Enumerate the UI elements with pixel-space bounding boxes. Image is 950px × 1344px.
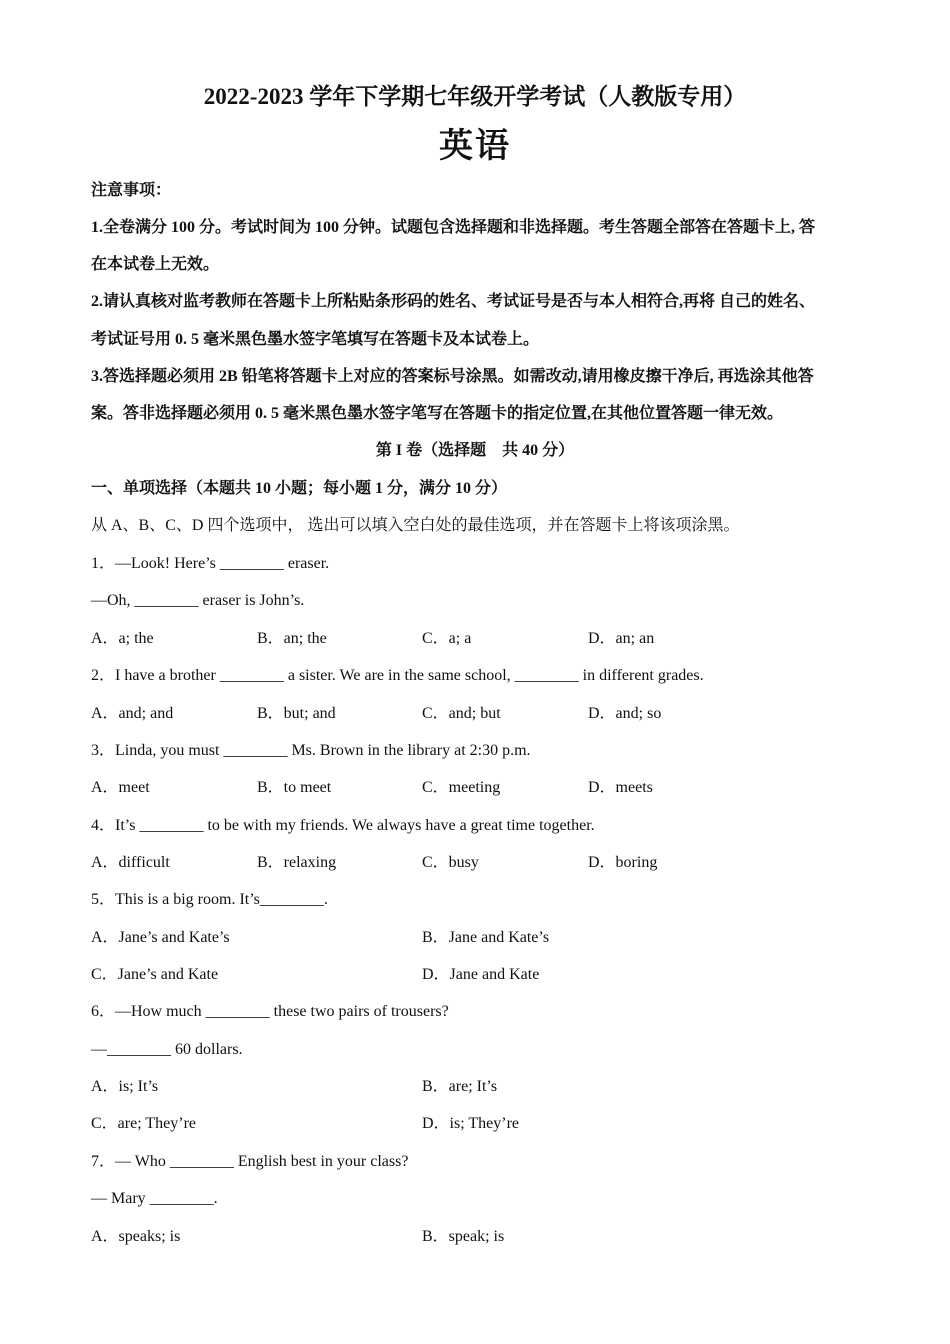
option-a: A．meet [91, 779, 150, 796]
option-d: D．Jane and Kate [422, 966, 540, 983]
section-heading: 一、单项选择（本题共 10 小题；每小题 1 分，满分 10 分） [91, 480, 508, 497]
question-stem: 4．It’s ________ to be with my friends. We always have a great time together. [91, 817, 595, 834]
notice-heading: 注意事项： [91, 182, 172, 199]
question-stem: 6．—How much ________ these two pairs of trousers? [91, 1003, 449, 1020]
option-c: C．busy [422, 854, 479, 871]
question-stem: 2．I have a brother ________ a sister. We are in the same school, ________ in different grades. [91, 667, 704, 684]
question-stem: — Mary ________. [91, 1190, 218, 1207]
exam-title: 2022-2023 学年下学期七年级开学考试（人教版专用） [203, 84, 747, 109]
option-b: B．speak; is [422, 1228, 505, 1245]
option-d: D．meets [588, 779, 653, 796]
question-stem: 7．— Who ________ English best in your class? [91, 1153, 409, 1170]
option-b: B．but; and [257, 705, 336, 722]
option-a: A．is; It’s [91, 1078, 159, 1095]
option-c: C．a; a [422, 630, 472, 647]
option-c: C．and; but [422, 705, 501, 722]
option-c: C．Jane’s and Kate [91, 966, 219, 983]
question-stem: 3．Linda, you must ________ Ms. Brown in the library at 2:30 p.m. [91, 742, 531, 759]
option-c: C．are; They’re [91, 1115, 196, 1132]
notice-line: 1.全卷满分 100 分。考试时间为 100 分钟。试题包含选择题和非选择题。考生答题全部答在答题卡上, 答 [91, 219, 816, 236]
notice-line: 案。答非选择题必须用 0. 5 毫米黑色墨水签字笔写在答题卡的指定位置,在其他位置答题一律无效。 [91, 405, 784, 422]
option-b: B．are; It’s [422, 1078, 498, 1095]
option-d: D．an; an [588, 630, 655, 647]
notice-line: 考试证号用 0. 5 毫米黑色墨水签字笔填写在答题卡及本试卷上。 [91, 331, 540, 348]
question-stem: 5．This is a big room. It’s________. [91, 891, 328, 908]
option-a: A．Jane’s and Kate’s [91, 929, 230, 946]
option-a: A．a; the [91, 630, 154, 647]
option-a: A．speaks; is [91, 1228, 181, 1245]
subject-title: 英语 [439, 128, 511, 165]
option-b: B．an; the [257, 630, 327, 647]
notice-line: 3.答选择题必须用 2B 铅笔将答题卡上对应的答案标号涂黑。如需改动,请用橡皮擦干净后, 再选涂其他答 [91, 368, 814, 385]
question-stem: 1．—Look! Here’s ________ eraser. [91, 555, 330, 572]
option-b: B．to meet [257, 779, 332, 796]
notice-line: 在本试卷上无效。 [91, 256, 220, 273]
option-d: D．boring [588, 854, 658, 871]
option-b: B．relaxing [257, 854, 337, 871]
option-a: A．and; and [91, 705, 174, 722]
notice-line: 2.请认真核对监考教师在答题卡上所粘贴条形码的姓名、考试证号是否与本人相符合,再将 自己的姓名、 [91, 293, 816, 310]
option-a: A．difficult [91, 854, 170, 871]
option-c: C．meeting [422, 779, 501, 796]
question-stem: —________ 60 dollars. [91, 1041, 243, 1058]
option-d: D．is; They’re [422, 1115, 520, 1132]
part-title: 第 I 卷（选择题 共 40 分） [375, 442, 575, 459]
option-d: D．and; so [588, 705, 662, 722]
section-instruction: 从 A、B、C、D 四个选项中， 选出可以填入空白处的最佳选项，并在答题卡上将该项涂黑。 [91, 517, 740, 534]
question-stem: —Oh, ________ eraser is John’s. [91, 592, 305, 609]
option-b: B．Jane and Kate’s [422, 929, 550, 946]
